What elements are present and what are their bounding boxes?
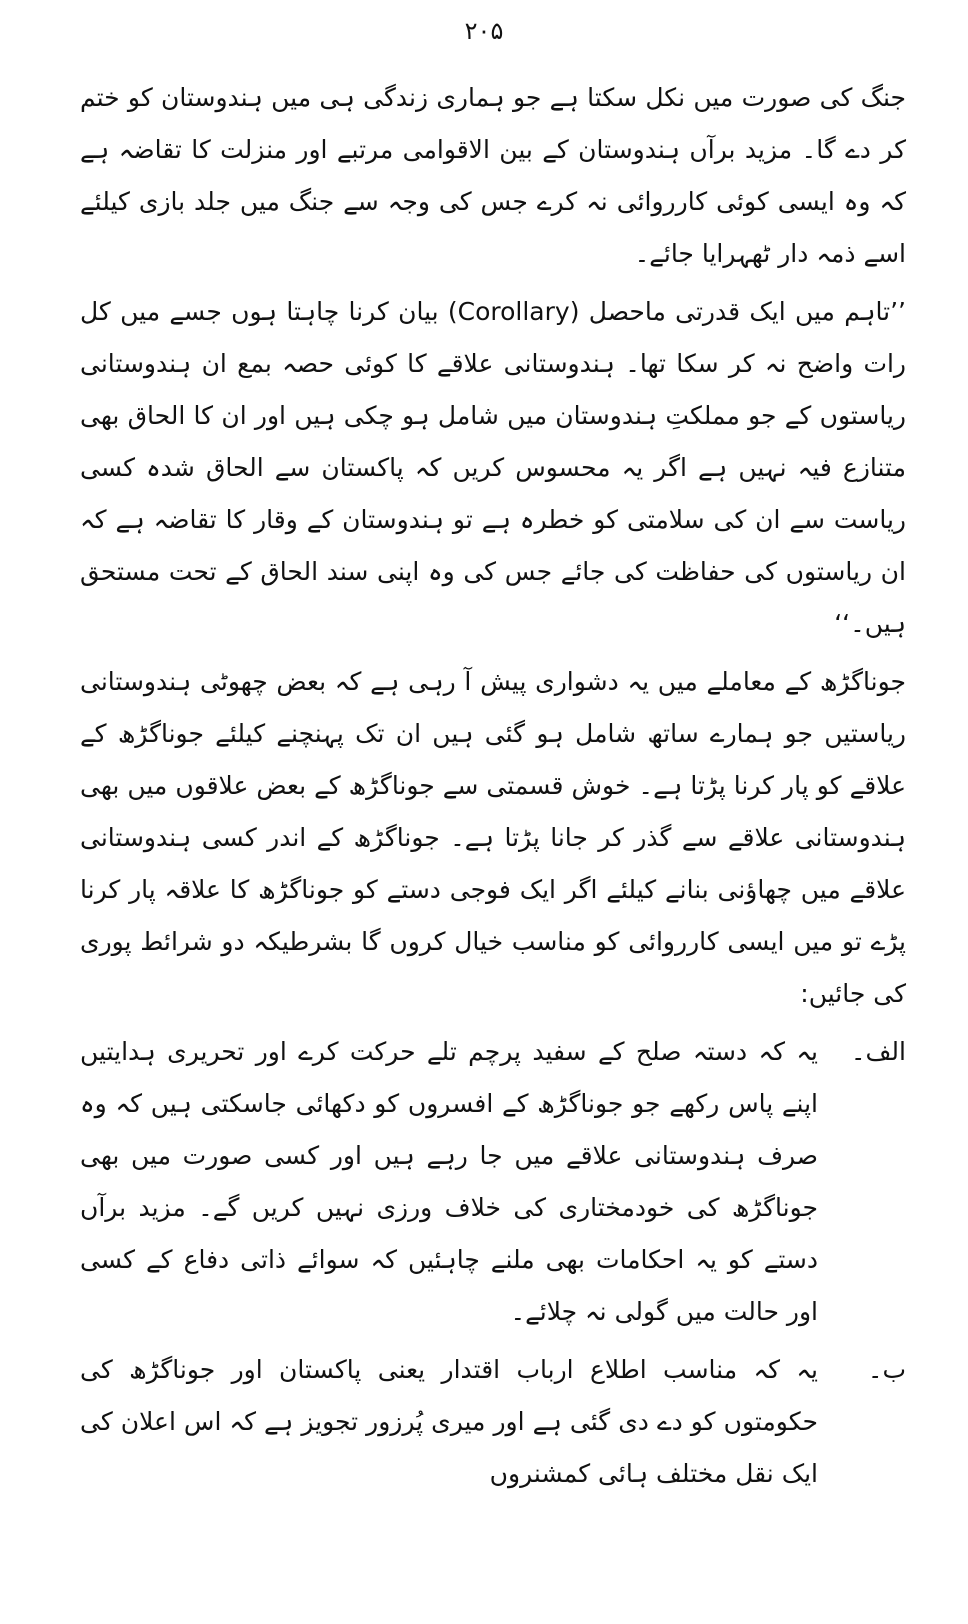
list-item-bay — [80, 1344, 906, 1500]
list-item-text: یہ کہ دستہ صلح کے سفید پرچم تلے حرکت کرے اور تحریری ہدایتیں اپنے پاس رکھے جو جوناگڑھ کے افسروں کو دکھائی جاسکتی ہیں کہ وہ صرف ہندوستانی علاقے میں جا رہے ہیں اور کسی صورت میں بھی جوناگڑھ کی خودمختاری کی خلاف ورزی نہیں کریں گے۔ مزید برآں دستے کو یہ احکامات بھی ملنے چاہئیں کہ سوائے ذاتی دفاع کے کسی اور حالت میں گولی نہ چلائے۔ — [80, 1037, 818, 1326]
page-number: ۲۰۵ — [464, 17, 504, 45]
list-item-alif — [80, 1026, 906, 1338]
page-body — [80, 72, 906, 1500]
list-item-text: یہ کہ مناسب اطلاع ارباب اقتدار یعنی پاکستان اور جوناگڑھ کی حکومتوں کو دے دی گئی ہے اور میری پُرزور تجویز ہے کہ اس اعلان کی ایک نقل مختلف ہائی کمشنروں — [80, 1355, 818, 1488]
paragraph-junagadh-difficulty: جوناگڑھ کے معاملے میں یہ دشواری پیش آ رہی ہے کہ بعض چھوٹی ہندوستانی ریاستیں جو ہمارے ساتھ شامل ہو گئی ہیں ان تک پہنچنے کیلئے جوناگڑھ کے علاقے کو پار کرنا پڑتا ہے۔ خوش قسمتی سے جوناگڑھ کے بعض علاقوں میں بھی ہندوستانی علاقے سے گذر کر جانا پڑتا ہے۔ جوناگڑھ کے اندر کسی ہندوستانی علاقے میں چھاؤنی بنانے کیلئے اگر ایک فوجی دستے کو جوناگڑھ کا علاقہ پار کرنا پڑے تو میں ایسی کارروائی کو مناسب خیال کروں گا بشرطیکہ دو شرائط پوری کی جائیں: — [80, 667, 906, 1008]
paragraph-corollary-quote: ’’تاہم میں ایک قدرتی ماحصل (Corollary) بیان کرنا چاہتا ہوں جسے میں کل رات واضح نہ کر سکا تھا۔ ہندوستانی علاقے کا کوئی حصہ بمع ان ہندوستانی ریاستوں کے جو مملکتِ ہندوستان میں شامل ہو چکی ہیں اور ان کا الحاق بھی متنازع فیہ نہیں ہے اگر یہ محسوس کریں کہ پاکستان سے الحاق شدہ کسی ریاست سے ان کی سلامتی کو خطرہ ہے تو ہندوستان کے وقار کا تقاضہ ہے کہ ان ریاستوں کی حفاظت کی جائے جس کی وہ اپنی سند الحاق کے تحت مستحق ہیں۔‘‘ — [80, 297, 906, 638]
paragraph-war-consequence: جنگ کی صورت میں نکل سکتا ہے جو ہماری زندگی ہی میں ہندوستان کو ختم کر دے گا۔ مزید برآں ہندوستان کے بین الاقوامی مرتبے اور منزلت کا تقاضہ ہے کہ وہ ایسی کوئی کارروائی نہ کرے جس کی وجہ سے جنگ میں جلد بازی کیلئے اسے ذمہ دار ٹھہرایا جائے۔ — [80, 83, 906, 268]
list-marker: الف۔ — [850, 1037, 906, 1066]
list-marker: ب۔ — [867, 1355, 906, 1384]
